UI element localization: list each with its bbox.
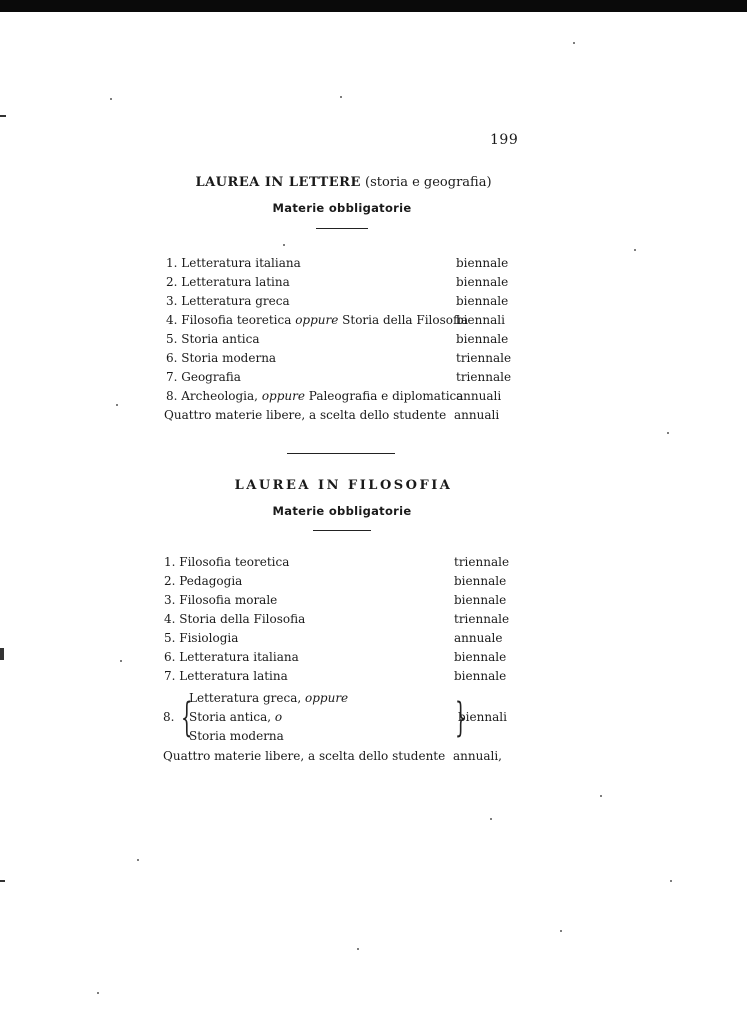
section-title-filosofia [0, 478, 687, 493]
scan-speck [283, 244, 285, 246]
scan-speck [634, 249, 636, 251]
group-option: Storia antica, o [189, 710, 283, 724]
scan-speck [667, 432, 669, 434]
right-brace-icon: } [454, 695, 467, 741]
scan-speck [137, 859, 139, 861]
course-subject: 2. Pedagogia [164, 574, 243, 588]
course-duration: triennale [456, 370, 512, 384]
section-title-main: LAUREA IN FILOSOFIA [234, 478, 453, 493]
course-row [166, 387, 526, 406]
course-list-filosofia-last [163, 747, 523, 766]
scan-left-edge-mark [0, 648, 4, 660]
course-subject: Quattro materie libere, a scelta dello studente [164, 408, 447, 422]
course-duration: biennali [456, 313, 505, 327]
scan-left-edge-mark [0, 115, 6, 117]
course-row [164, 648, 524, 667]
course-duration: annuali, [453, 749, 502, 763]
group-number: 8. [163, 710, 175, 724]
course-subject: 2. Letteratura latina [166, 275, 290, 289]
course-duration: triennale [456, 351, 512, 365]
scan-speck [560, 930, 562, 932]
section-subtitle-lettere: Materie obbligatorie [272, 201, 412, 215]
scan-speck [120, 660, 122, 662]
course-row [164, 629, 524, 648]
course-duration: biennale [454, 574, 507, 588]
course-duration: triennale [454, 555, 510, 569]
course-subject: 6. Letteratura italiana [164, 650, 299, 664]
page-number: 199 [490, 132, 519, 148]
scan-top-border [0, 0, 747, 12]
group-option: Letteratura greca, oppure [189, 691, 349, 705]
course-row [166, 330, 526, 349]
course-subject: 3. Letteratura greca [166, 294, 290, 308]
scan-speck [110, 98, 112, 100]
scan-left-edge-mark [0, 880, 5, 882]
course-duration: biennale [454, 669, 507, 683]
course-subject: 5. Storia antica [166, 332, 260, 346]
course-duration: biennale [456, 275, 509, 289]
scan-speck [573, 42, 575, 44]
course-subject: 4. Filosofia teoretica oppure Storia della Filosofia [166, 313, 469, 327]
course-row [166, 254, 526, 273]
course-duration: biennale [456, 256, 509, 270]
course-subject: 4. Storia della Filosofia [164, 612, 306, 626]
course-row [164, 406, 526, 425]
course-row [164, 553, 524, 572]
course-subject: 1. Filosofia teoretica [164, 555, 290, 569]
course-duration: annuali [456, 389, 502, 403]
section-title-paren: (storia e geografia) [365, 175, 492, 190]
course-row [166, 311, 526, 330]
short-divider [316, 228, 368, 229]
scan-speck [340, 96, 342, 98]
course-duration: triennale [454, 612, 510, 626]
course-subject: Quattro materie libere, a scelta dello studente [163, 749, 446, 763]
course-row [166, 368, 526, 387]
course-duration: annuale [454, 631, 503, 645]
course-group-8 [163, 689, 533, 749]
left-brace-icon: { [180, 695, 193, 741]
section-title-main: LAUREA IN LETTERE [195, 175, 361, 190]
course-row [166, 273, 526, 292]
course-row [164, 572, 524, 591]
scan-speck [490, 818, 492, 820]
course-list-lettere [166, 254, 526, 425]
section-divider [287, 453, 395, 454]
scan-speck [357, 948, 359, 950]
course-row [163, 747, 523, 766]
course-subject: 7. Letteratura latina [164, 669, 288, 683]
course-row [164, 667, 524, 686]
group-option: Storia moderna [189, 729, 284, 743]
section-subtitle-filosofia: Materie obbligatorie [272, 504, 412, 518]
course-subject: 6. Storia moderna [166, 351, 277, 365]
course-duration: biennale [454, 650, 507, 664]
section-title-lettere [0, 175, 687, 190]
course-row [166, 292, 526, 311]
course-row [164, 610, 524, 629]
scan-speck [670, 880, 672, 882]
course-duration: annuali [454, 408, 500, 422]
course-subject: 7. Geografia [166, 370, 241, 384]
course-subject: 3. Filosofia morale [164, 593, 278, 607]
course-subject: 1. Letteratura italiana [166, 256, 301, 270]
course-duration: biennale [454, 593, 507, 607]
course-row [166, 349, 526, 368]
course-duration: biennale [456, 294, 509, 308]
short-divider [313, 530, 371, 531]
course-subject: 5. Fisiologia [164, 631, 239, 645]
scan-speck [97, 992, 99, 994]
course-subject: 8. Archeologia, oppure Paleografia e diplomatica [166, 389, 464, 403]
course-row [164, 591, 524, 610]
scan-speck [600, 795, 602, 797]
course-duration: biennale [456, 332, 509, 346]
scan-speck [116, 404, 118, 406]
group-duration: biennali [458, 710, 507, 724]
course-list-filosofia [164, 553, 524, 686]
